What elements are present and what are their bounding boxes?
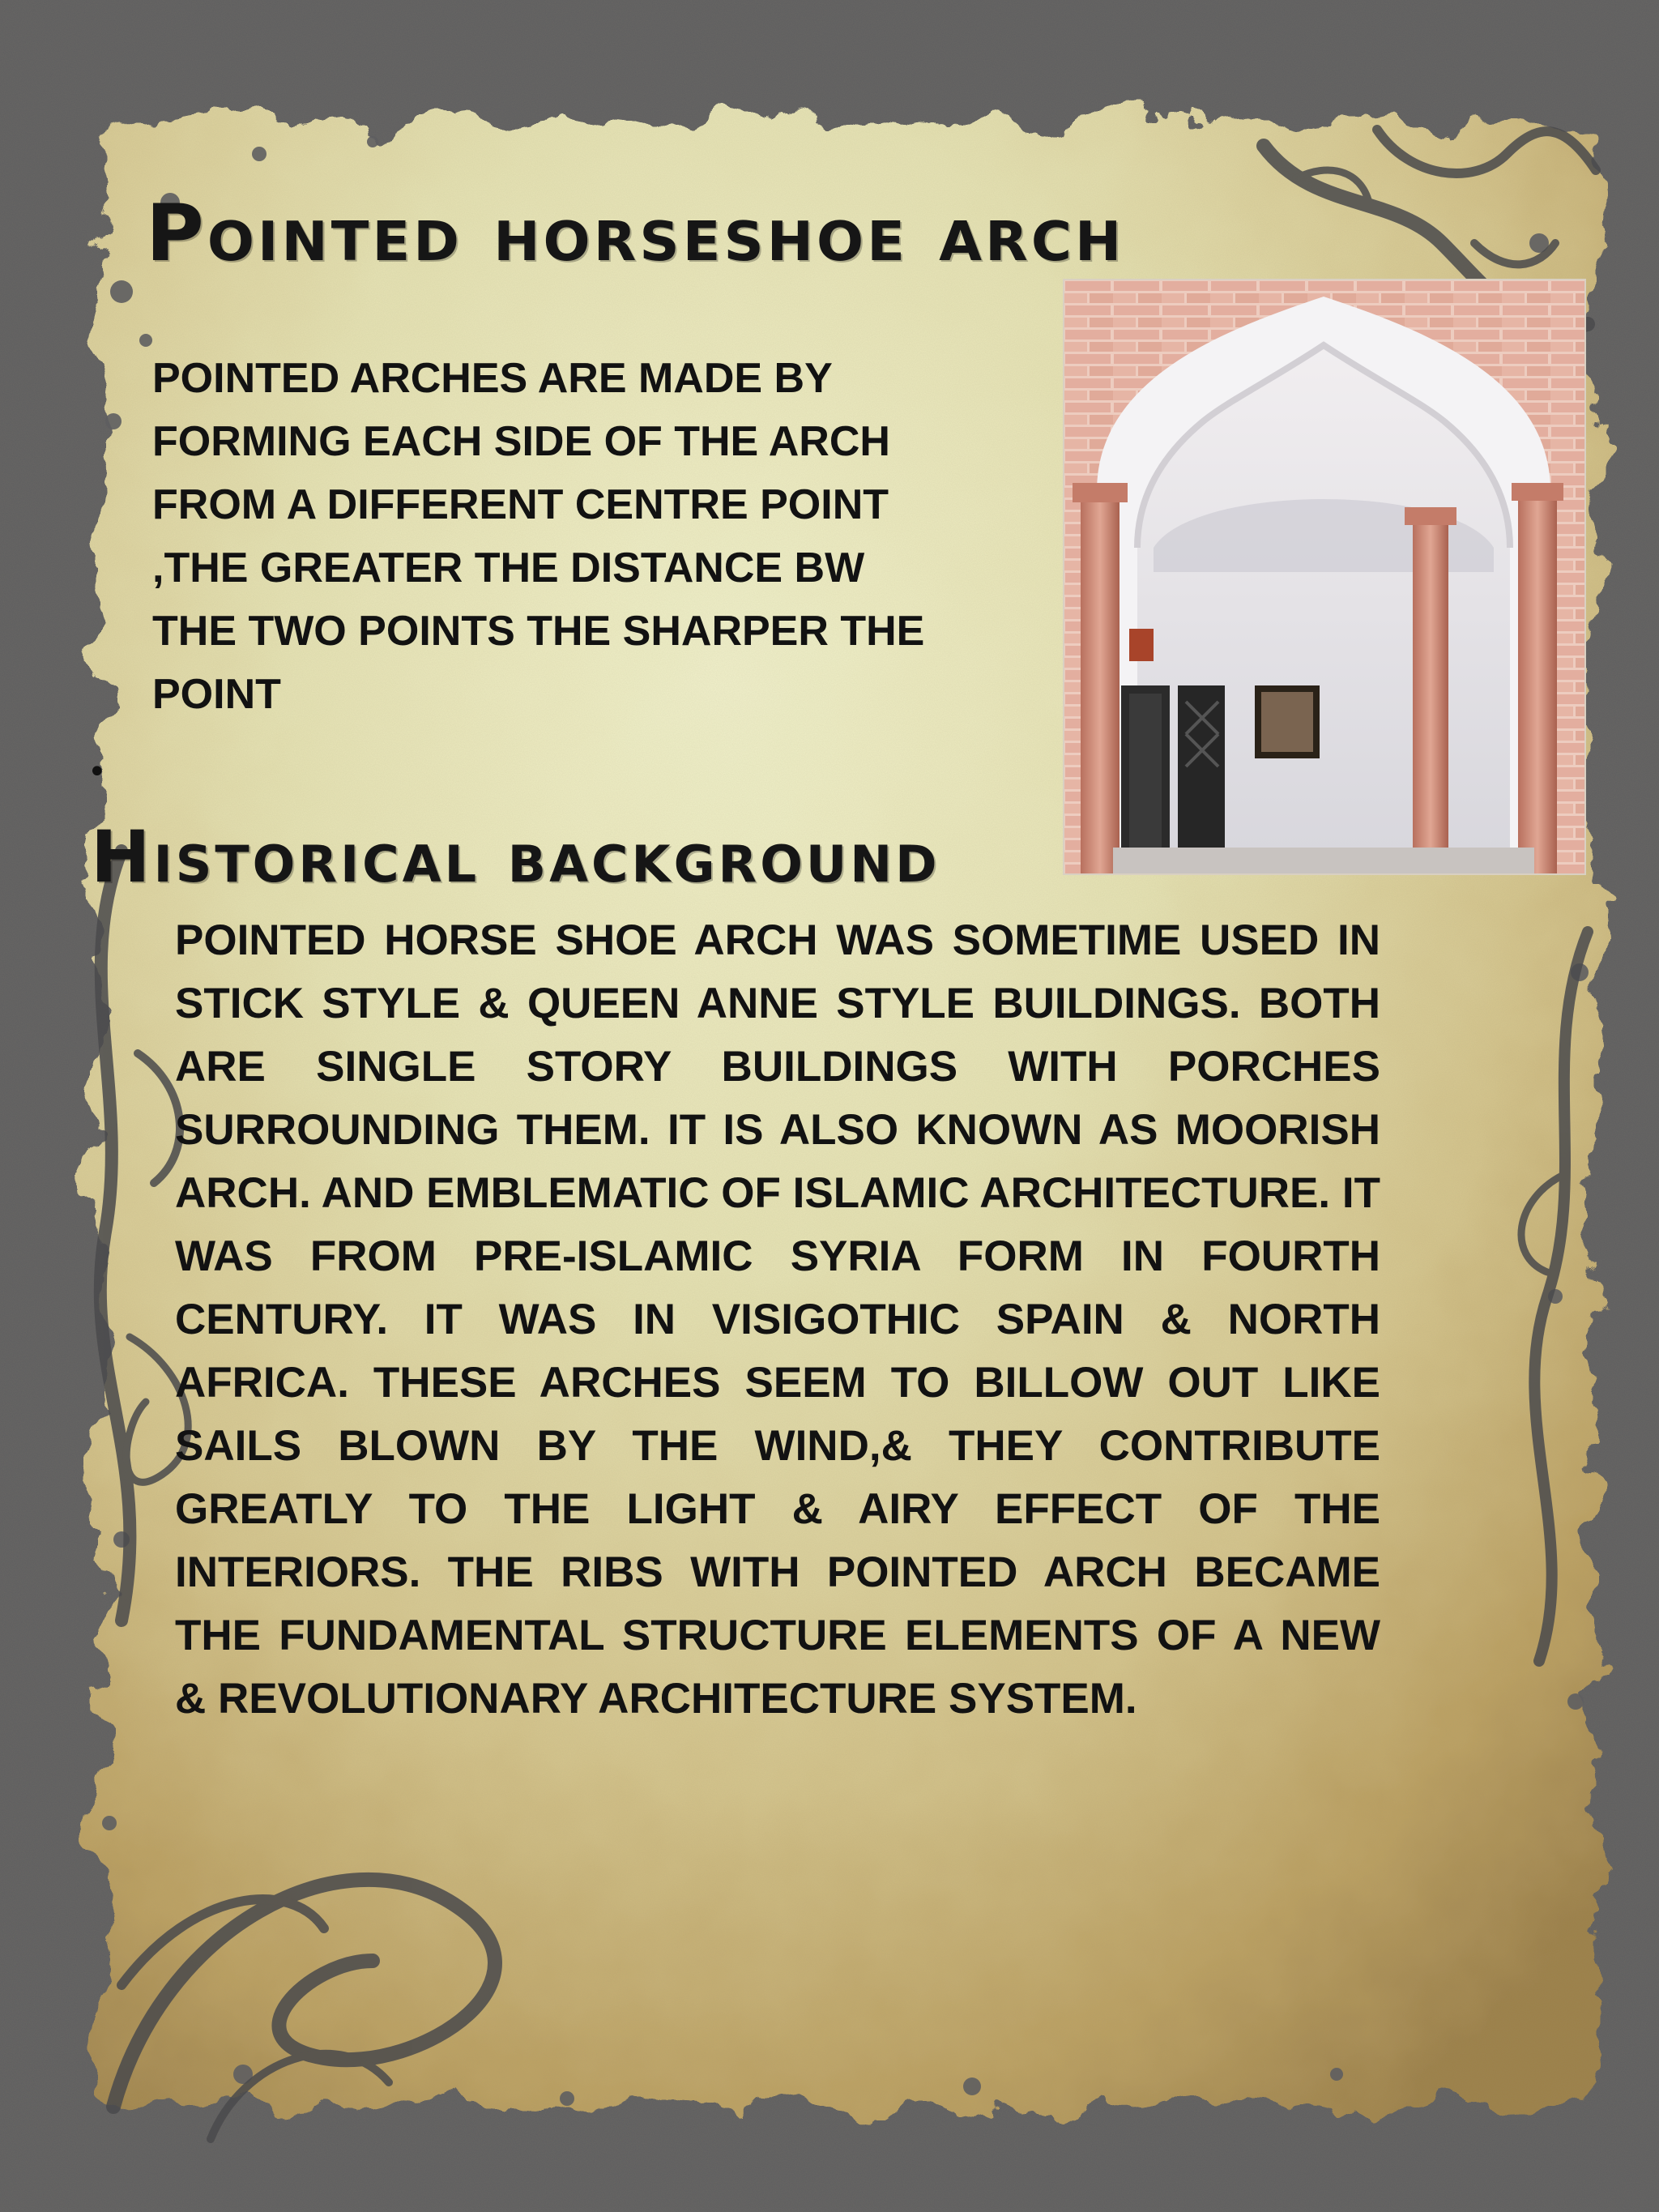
historical-background-heading: Historical background (91, 815, 940, 899)
intro-line: FORMING EACH SIDE OF THE ARCH (152, 418, 890, 465)
intro-line: POINT (152, 671, 281, 718)
arch-photo (1063, 279, 1586, 875)
intro-line: POINTED ARCHES ARE MADE BY (152, 355, 833, 402)
intro-line: THE TWO POINTS THE SHARPER THE (152, 608, 925, 655)
intro-line: ,THE GREATER THE DISTANCE BW (152, 544, 865, 591)
bullet-dot: • (87, 754, 107, 791)
arch-photo-illustration (1064, 280, 1584, 873)
intro-paragraph (152, 347, 995, 726)
historical-background-paragraph: POINTED HORSE SHOE ARCH WAS SOMETIME USED IN STICK STYLE & QUEEN ANNE STYLE BUILDINGS. BOTH ARE SINGLE STORY BUILDINGS WITH PORCHES SURROUNDING THEM. IT IS ALSO KNOWN AS MOORISH ARCH. AND EMBLEMATIC OF ISLAMIC ARCHITECTURE. IT WAS FROM PRE-ISLAMIC SYRIA FORM IN FOURTH CENTURY. IT WAS IN VISIGOTHIC SPAIN & NORTH AFRICA. THESE ARCHES SEEM TO BILLOW OUT LIKE SAILS BLOWN BY THE WIND,& THEY CONTRIBUTE GREATLY TO THE LIGHT & AIRY EFFECT OF THE INTERIORS. THE RIBS WITH POINTED ARCH BECAME THE FUNDAMENTAL STRUCTURE ELEMENTS OF A NEW & REVOLUTIONARY ARCHITECTURE SYSTEM. (175, 916, 1380, 1723)
intro-line: FROM A DIFFERENT CENTRE POINT (152, 481, 889, 528)
page-title: Pointed horseshoe arch (146, 188, 1125, 279)
